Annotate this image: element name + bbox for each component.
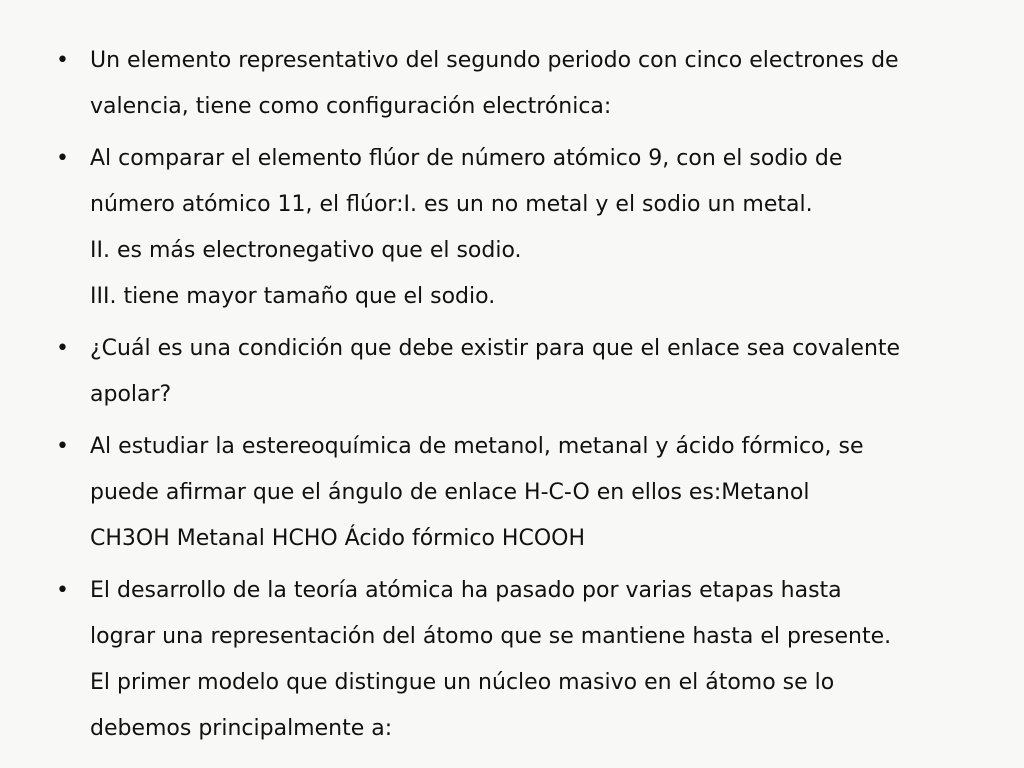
- question-3-line-1: ¿Cuál es una condición que debe existir para que el enlace sea covalente: [90, 336, 901, 361]
- question-3-line-2: apolar?: [90, 382, 172, 407]
- question-5-line-1: El desarrollo de la teoría atómica ha pasado por varias etapas hasta: [90, 578, 842, 603]
- question-item-4: [56, 424, 964, 562]
- question-2-line-2: número atómico 11, el flúor:I. es un no metal y el sodio un metal.: [90, 192, 813, 217]
- question-4-line-3: CH3OH Metanal HCHO Ácido fórmico HCOOH: [90, 526, 585, 551]
- question-2-line-3: II. es más electronegativo que el sodio.: [90, 238, 522, 263]
- question-item-2: [56, 136, 964, 320]
- question-item-1: [56, 38, 964, 130]
- bullet-icon: •: [56, 146, 69, 171]
- question-2-line-1: Al comparar el elemento flúor de número atómico 9, con el sodio de: [90, 146, 843, 171]
- question-5-line-4: debemos principalmente a:: [90, 716, 393, 741]
- question-2-line-4: III. tiene mayor tamaño que el sodio.: [90, 284, 496, 309]
- question-1-line-1: Un elemento representativo del segundo periodo con cinco electrones de: [90, 48, 899, 73]
- question-4-line-1: Al estudiar la estereoquímica de metanol, metanal y ácido fórmico, se: [90, 434, 864, 459]
- question-4-line-2: puede afirmar que el ángulo de enlace H-C-O en ellos es:Metanol: [90, 480, 810, 505]
- bullet-icon: •: [56, 434, 69, 459]
- question-5-line-3: El primer modelo que distingue un núcleo masivo en el átomo se lo: [90, 670, 835, 695]
- question-item-3: [56, 326, 964, 418]
- bullet-icon: •: [56, 336, 69, 361]
- bullet-icon: •: [56, 578, 69, 603]
- bullet-icon: •: [56, 48, 69, 73]
- question-5-line-2: lograr una representación del átomo que se mantiene hasta el presente.: [90, 624, 892, 649]
- question-list: [56, 38, 964, 752]
- question-1-line-2: valencia, tiene como configuración electrónica:: [90, 94, 612, 119]
- question-item-5: [56, 568, 964, 752]
